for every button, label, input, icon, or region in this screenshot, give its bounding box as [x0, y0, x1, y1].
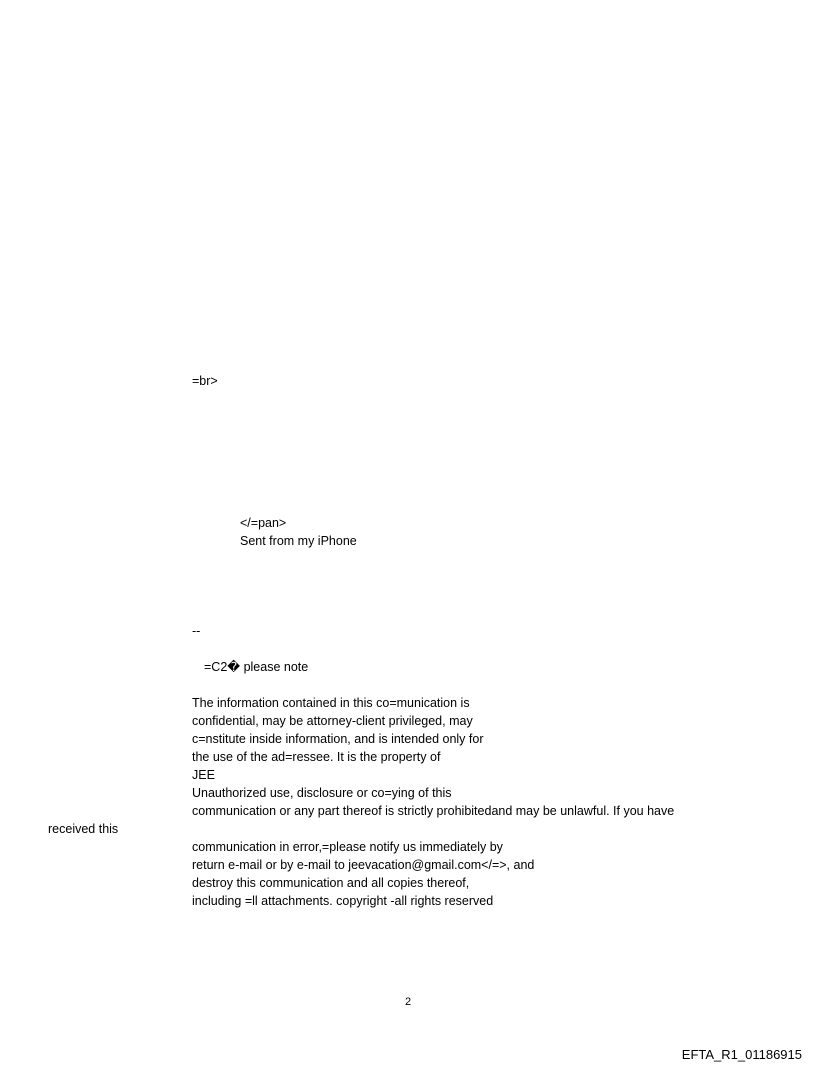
span-artifact-line: </=pan> — [240, 516, 287, 530]
note-heading: =C2� please note — [204, 660, 309, 674]
disclaimer-line: the use of the ad=ressee. It is the property of — [192, 750, 441, 764]
disclaimer-line: c=nstitute inside information, and is intended only for — [192, 732, 484, 746]
wrapped-fragment: received this — [48, 822, 119, 836]
disclaimer-line: including =ll attachments. copyright -all rights reserved — [192, 894, 494, 908]
disclaimer-line: JEE — [192, 768, 215, 782]
disclaimer-line: communication in error,=please notify us immediately by — [192, 840, 503, 854]
signature-line: Sent from my iPhone — [240, 534, 357, 548]
br-artifact-line: =br> — [192, 374, 218, 388]
disclaimer-line: Unauthorized use, disclosure or co=ying of this — [192, 786, 452, 800]
disclaimer-line: destroy this communication and all copies thereof, — [192, 876, 470, 890]
disclaimer-line: confidential, may be attorney-client privileged, may — [192, 714, 473, 728]
document-id: EFTA_R1_01186915 — [681, 1047, 802, 1062]
page-number: 2 — [404, 996, 412, 1008]
disclaimer-line: communication or any part thereof is strictly prohibitedand may be unlawful. If you have — [192, 804, 675, 818]
disclaimer-line: return e-mail or by e-mail to jeevacation@gmail.com</=>, and — [192, 858, 535, 872]
signature-separator: -- — [192, 624, 201, 638]
disclaimer-line: The information contained in this co=munication is — [192, 696, 470, 710]
